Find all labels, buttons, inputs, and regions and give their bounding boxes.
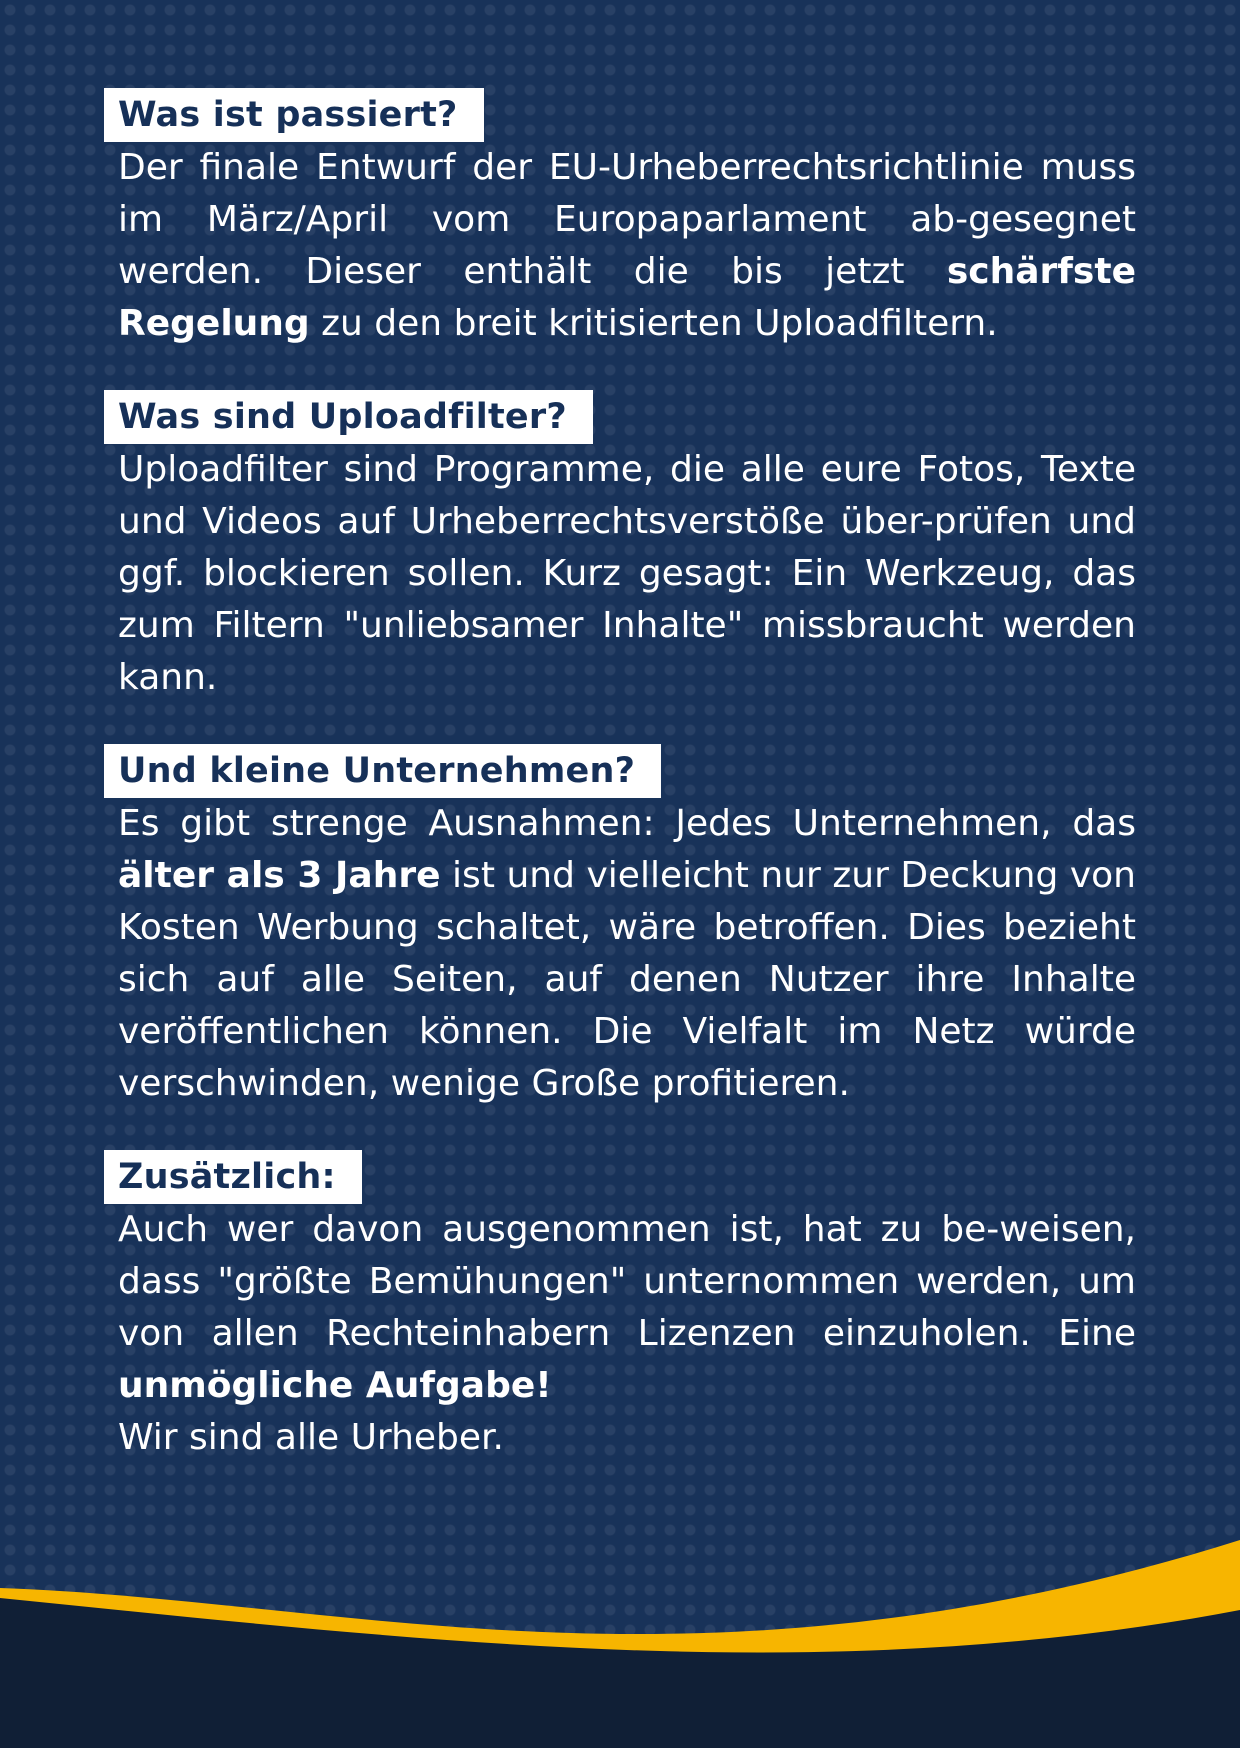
section-heading: Zusätzlich: bbox=[104, 1150, 362, 1204]
section-small-companies bbox=[104, 744, 1136, 1110]
section-text bbox=[104, 444, 1136, 704]
closing-line: Wir sind alle Urheber. bbox=[118, 1417, 504, 1458]
text-part: Es gibt strenge Ausnahmen: Jedes Unternehmen, das bbox=[118, 803, 1136, 844]
text-part: Der finale Entwurf der EU-Urheberrechtsrichtlinie muss im März/April vom Europaparlament ab-gesegnet werden. Dieser enthält die bis jetzt bbox=[118, 147, 1136, 292]
highlight-text: älter als 3 Jahre bbox=[118, 855, 441, 896]
text-part: ist und vielleicht nur zur Deckung von Kosten Werbung schaltet, wäre betroffen. Dies bezieht sich auf alle Seiten, auf denen Nutzer ihre Inhalte veröffentlichen können. Die Vielfalt im Netz würde verschwinden, wenige Große profitieren. bbox=[118, 855, 1136, 1104]
section-heading: Was sind Uploadfilter? bbox=[104, 390, 593, 444]
section-additionally bbox=[104, 1150, 1136, 1464]
section-what-happened bbox=[104, 88, 1136, 350]
highlight-text: schärfste Regelung bbox=[118, 251, 1136, 344]
section-what-are-uploadfilters bbox=[104, 390, 1136, 704]
section-text bbox=[104, 142, 1136, 350]
text-part: Auch wer davon ausgenommen ist, hat zu be-weisen, dass "größte Bemühungen" unternommen werden, um von allen Rechteinhabern Lizenzen einzuholen. Eine bbox=[118, 1209, 1136, 1354]
section-heading: Was ist passiert? bbox=[104, 88, 484, 142]
text-part: zu den breit kritisierten Uploadfiltern. bbox=[309, 303, 998, 344]
highlight-text: unmögliche Aufgabe! bbox=[118, 1365, 552, 1406]
section-text bbox=[104, 798, 1136, 1110]
section-heading: Und kleine Unternehmen? bbox=[104, 744, 661, 798]
section-text bbox=[104, 1204, 1136, 1412]
text-part: Uploadfilter sind Programme, die alle eure Fotos, Texte und Videos auf Urheberrechtsverstöße über-prüfen und ggf. blockieren sollen. Kurz gesagt: Ein Werkzeug, das zum Filtern "unliebsamer Inhalte" missbraucht werden kann. bbox=[118, 449, 1136, 698]
content-column bbox=[104, 88, 1136, 1504]
